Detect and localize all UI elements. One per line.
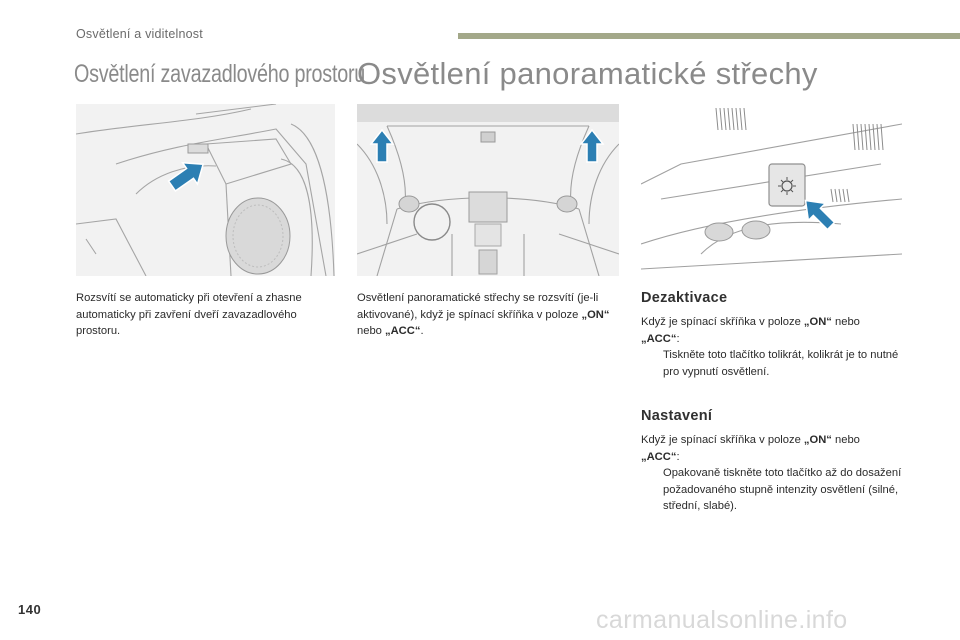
settings-text: Když je spínací skříňka v poloze „ON“ nebo „ACC“: Opakovaně tiskněte toto tlačítko až do dosažení požadovaného stupně intenzity osvětlení (silné, střední, slabé).: [641, 432, 903, 515]
trunk-lighting-heading: Osvětlení zavazadlového prostoru: [74, 60, 366, 88]
dashboard-illustration: [357, 104, 619, 276]
header-bar: [458, 33, 960, 39]
chapter-title: Osvětlení a viditelnost: [76, 27, 203, 41]
bullet-icon: [641, 465, 663, 515]
roof-lighting-heading: Osvětlení panoramatické střechy: [357, 56, 818, 91]
deactivation-heading: Dezaktivace: [641, 290, 728, 306]
trunk-illustration: [76, 104, 335, 276]
trunk-lighting-text: Rozsvítí se automaticky při otevření a zhasne automaticky při zavření dveří zavazadlového prostoru.: [76, 292, 302, 337]
roof-console-illustration: [641, 104, 902, 276]
settings-heading: Nastavení: [641, 408, 713, 424]
watermark: carmanualsonline.info: [596, 606, 848, 634]
deactivation-bullet: Tiskněte toto tlačítko tolikrát, kolikrát je to nutné pro vypnutí osvětlení.: [641, 347, 903, 380]
settings-bullet: Opakovaně tiskněte toto tlačítko až do dosažení požadovaného stupně intenzity osvětlení (silné, střední, slabé).: [641, 465, 903, 515]
deactivation-text: Když je spínací skříňka v poloze „ON“ nebo „ACC“: Tiskněte toto tlačítko tolikrát, kolikrát je to nutné pro vypnutí osvětlení.: [641, 314, 903, 380]
page-number: 140: [18, 602, 42, 617]
roof-lighting-text: Osvětlení panoramatické střechy se rozsvítí (je-li aktivované), když je spínací skříňka v poloze „ON“ nebo „ACC“.: [357, 292, 610, 337]
bullet-icon: [641, 347, 663, 380]
